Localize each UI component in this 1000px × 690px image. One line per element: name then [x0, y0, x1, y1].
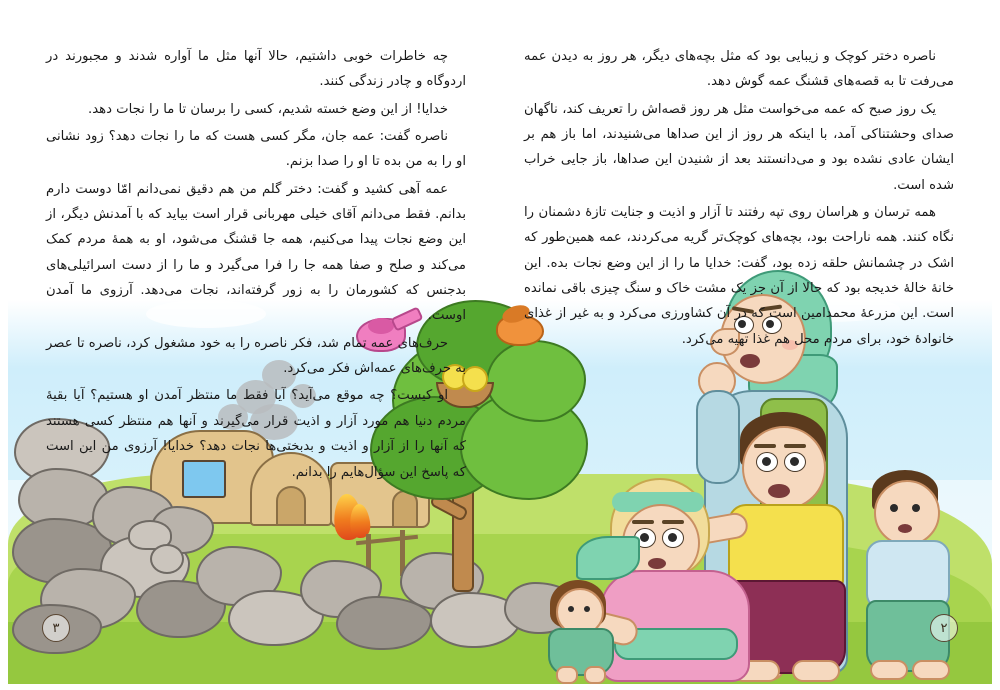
page-number-right: ۲ — [930, 614, 958, 642]
boy-eyebrow — [754, 444, 776, 448]
house-door — [276, 486, 306, 526]
boy-pupil — [790, 457, 799, 466]
paragraph: ناصره گفت: عمه جان، مگر کسی هست که ما را نجات دهد؟ زود نشانی او را به من بده تا او را صدا بزنم. — [46, 129, 466, 170]
boy-foot — [792, 660, 840, 682]
girl-pupil — [640, 533, 649, 542]
baby-mouth — [898, 524, 912, 533]
paragraph: او کیست؟ چه موقع می‌آید؟ آیا فقط ما منتظر آمدن او هستیم؟ آیا بقیهٔ مردم دنیا هم مورد آزار و اذیت قرار می‌گیرند و آنها هم منتظر کسی هستند که آنها را از آزار و اذیت و بدبختی‌ها نجات دهد؟ خدایا! آرزوی من این است که پاسخ این سؤال‌هایم را بدانم. — [46, 388, 466, 480]
mouse-icon — [150, 544, 184, 574]
left-page-text — [46, 44, 466, 487]
page-number-left: ۳ — [42, 614, 70, 642]
cloud-icon — [316, 4, 390, 44]
baby-foot — [870, 660, 908, 680]
girl-eyebrow — [662, 520, 684, 524]
paragraph: چه خاطرات خوبی داشتیم، حالا آنها مثل ما آواره شدند و مجبورند در اردوگاه و چادر زندگی کنند. — [46, 49, 466, 90]
baby-character — [860, 470, 970, 682]
doll-leg — [556, 666, 578, 684]
baby-foot — [912, 660, 950, 680]
right-page-text — [524, 44, 954, 354]
paragraph: ناصره دختر کوچک و زیبایی بود که مثل بچه‌های دیگر، هر روز به دیدن عمه می‌رفت تا به قصه‌های قشنگ عمه گوش دهد. — [524, 49, 954, 90]
paragraph: یک روز صبح که عمه می‌خواست مثل هر روز قصه‌اش را تعریف کند، ناگهان صدای وحشتناکی آمد، با اینکه هر روز از این صداها می‌شنیدند، اما باز هم بر ایشان عادی نشده بود و می‌دانستند بعد از شنیدن این صداها، باز جایی خراب شده است. — [524, 101, 954, 193]
boy-eyebrow — [784, 444, 806, 448]
girl-mouth — [648, 558, 666, 569]
paragraph: حرف‌های عمه تمام شد، فکر ناصره را به خود مشغول کرد، ناصره تا عصر به حرف‌های عمه‌اش فکر می‌کرد. — [46, 335, 466, 377]
cloud-icon — [486, 10, 576, 36]
paragraph: خدایا! از این وضع خسته شدیم، کسی را برسان تا ما را نجات دهد. — [88, 101, 448, 117]
baby-face — [874, 480, 940, 546]
doll — [542, 580, 632, 680]
doll-leg — [584, 666, 606, 684]
paragraph: همه ترسان و هراسان روی تپه رفتند تا آزار و اذیت و جنایت تازهٔ دشمنان را نگاه کنند. همه ناراحت بود، بچه‌های کوچک‌تر گریه می‌کردند، عمه همین‌طور که اشک در چشمانش حلقه زده بود، گفت: خدایا ما را از این وضع نجات بده. این خانهٔ خالهٔ خدیجه بود که حالا از آن جز یک مشت خاک و سنگ چیزی باقی نمانده است. این مزرعهٔ محمدامین است که در آن کشاورزی می‌کرد و به غیر از غذای خانوادهٔ خود، برای مردم محل هم غذا تهیه می‌کرد. — [524, 205, 954, 347]
girl-scarf-tail — [576, 536, 640, 580]
girl-eyebrow — [632, 520, 654, 524]
baby-eye — [890, 504, 898, 512]
girl-pupil — [668, 533, 677, 542]
paragraph: عمه آهی کشید و گفت: دختر گلم من هم دقیق نمی‌دانم امّا دوست دارم بدانم. فقط می‌دانم آقای خیلی مهربانی قرار است بیاید که با آمدنش دیگر، از این وضع نجات پیدا می‌کنیم، همه جا قشنگ می‌شود، او به همهٔ مردم کمک می‌کند و صلح و صفا همه جا را فرا می‌گیرد و ما را از دست اسرائیلی‌های بدجنس که کشورمان را به زور گرفته‌اند، نجات می‌دهد. آرزوی ما آمدن اوست. — [46, 181, 466, 324]
boy-pupil — [762, 457, 771, 466]
doll-eye — [584, 606, 590, 612]
doll-eye — [568, 606, 574, 612]
baby-eye — [912, 504, 920, 512]
aunt-mouth — [740, 354, 760, 368]
